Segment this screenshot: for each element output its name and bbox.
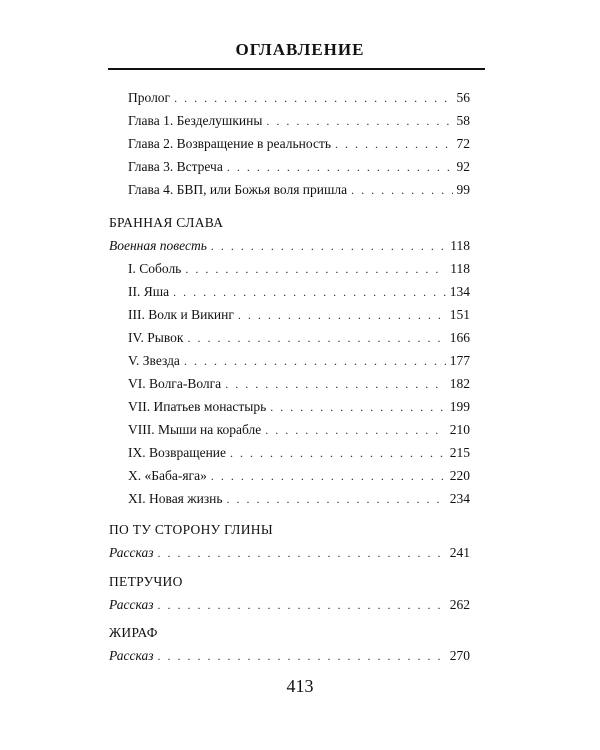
toc-entry-page: 270 (449, 648, 470, 663)
toc-entry-label: Глава 1. Безделушкины (128, 113, 263, 128)
page-title: ОГЛАВЛЕНИЕ (235, 40, 365, 59)
toc-entry-label: Рассказ (109, 545, 154, 560)
dot-leader (184, 351, 446, 371)
toc-entry-page: 56 (456, 90, 470, 105)
dot-leader (211, 236, 446, 256)
section-heading: ПО ТУ СТОРОНУ ГЛИНЫ (109, 522, 273, 537)
dot-leader (157, 595, 445, 615)
toc-entry-page: 166 (449, 330, 470, 345)
toc-entry-page: 177 (449, 353, 470, 368)
section-heading: ПЕТРУЧИО (109, 574, 183, 589)
toc-entry-chapter (128, 374, 470, 394)
dot-leader (211, 466, 446, 486)
toc-entry-label: Военная повесть (109, 238, 207, 253)
toc-entry-label: X. «Баба-яга» (128, 468, 207, 483)
toc-entry-label: IV. Рывок (128, 330, 184, 345)
toc-entry-page: 220 (449, 468, 470, 483)
toc-entry-page: 92 (456, 159, 470, 174)
toc-entry-page: 199 (449, 399, 470, 414)
dot-leader (351, 180, 452, 200)
toc-entry-label: V. Звезда (128, 353, 180, 368)
toc-entry-chapter-2 (128, 134, 470, 154)
dot-leader (265, 420, 445, 440)
toc-entry-page: 151 (449, 307, 470, 322)
section-subtitle (109, 543, 470, 563)
toc-entry-page: 262 (449, 597, 470, 612)
toc-entry-page: 182 (449, 376, 470, 391)
dot-leader (225, 374, 446, 394)
toc-entry-label: III. Волк и Викинг (128, 307, 234, 322)
dot-leader (174, 88, 452, 108)
toc-entry-chapter (128, 489, 470, 509)
toc-entry-label: XI. Новая жизнь (128, 491, 223, 506)
toc-entry-chapter (128, 420, 470, 440)
toc-entry-page: 72 (456, 136, 470, 151)
toc-entry-page: 118 (450, 261, 470, 276)
toc-entry-chapter (128, 397, 470, 417)
toc-entry-page: 118 (450, 238, 470, 253)
toc-entry-label: VIII. Мыши на корабле (128, 422, 262, 437)
section-heading: ЖИРАФ (109, 625, 158, 640)
dot-leader (227, 157, 453, 177)
toc-entry-label: VI. Волга-Волга (128, 376, 222, 391)
toc-entry-label: VII. Ипатьев монастырь (128, 399, 267, 414)
dot-leader (238, 305, 446, 325)
title-rule (108, 68, 485, 70)
toc-entry-prologue (128, 88, 470, 108)
toc-entry-chapter (128, 305, 470, 325)
dot-leader (335, 134, 452, 154)
toc-entry-chapter (128, 259, 470, 279)
dot-leader (270, 397, 445, 417)
toc-entry-chapter (128, 351, 470, 371)
dot-leader (230, 443, 446, 463)
toc-entry-page: 234 (449, 491, 470, 506)
toc-entry-label: Рассказ (109, 597, 154, 612)
toc-entry-label: Глава 2. Возвращение в реальность (128, 136, 332, 151)
dot-leader (266, 111, 452, 131)
toc-entry-chapter-4 (128, 180, 470, 200)
toc-entry-page: 215 (449, 445, 470, 460)
toc-entry-chapter (128, 328, 470, 348)
toc-entry-chapter (128, 443, 470, 463)
toc-entry-page: 241 (449, 545, 470, 560)
toc-entry-label: Глава 4. БВП, или Божья воля пришла (128, 182, 348, 197)
section-subtitle (109, 595, 470, 615)
dot-leader (227, 489, 446, 509)
dot-leader (157, 543, 445, 563)
dot-leader (185, 259, 446, 279)
page-number: 413 (286, 676, 314, 696)
toc-entry-label: IX. Возвращение (128, 445, 227, 460)
dot-leader (187, 328, 445, 348)
toc-entry-label: II. Яша (128, 284, 170, 299)
toc-entry-label: Пролог (128, 90, 171, 105)
toc-entry-chapter (128, 282, 470, 302)
dot-leader (157, 646, 445, 666)
dot-leader (173, 282, 446, 302)
section-subtitle (109, 236, 470, 256)
toc-entry-label: Глава 3. Встреча (128, 159, 223, 174)
section-heading: БРАННАЯ СЛАВА (109, 215, 224, 230)
toc-entry-page: 134 (449, 284, 470, 299)
toc-entry-chapter-1 (128, 111, 470, 131)
section-subtitle (109, 646, 470, 666)
toc-entry-page: 99 (456, 182, 470, 197)
toc-entry-chapter (128, 466, 470, 486)
toc-entry-page: 210 (449, 422, 470, 437)
toc-entry-label: Рассказ (109, 648, 154, 663)
toc-entry-page: 58 (456, 113, 470, 128)
toc-entry-label: I. Соболь (128, 261, 182, 276)
toc-entry-chapter-3 (128, 157, 470, 177)
